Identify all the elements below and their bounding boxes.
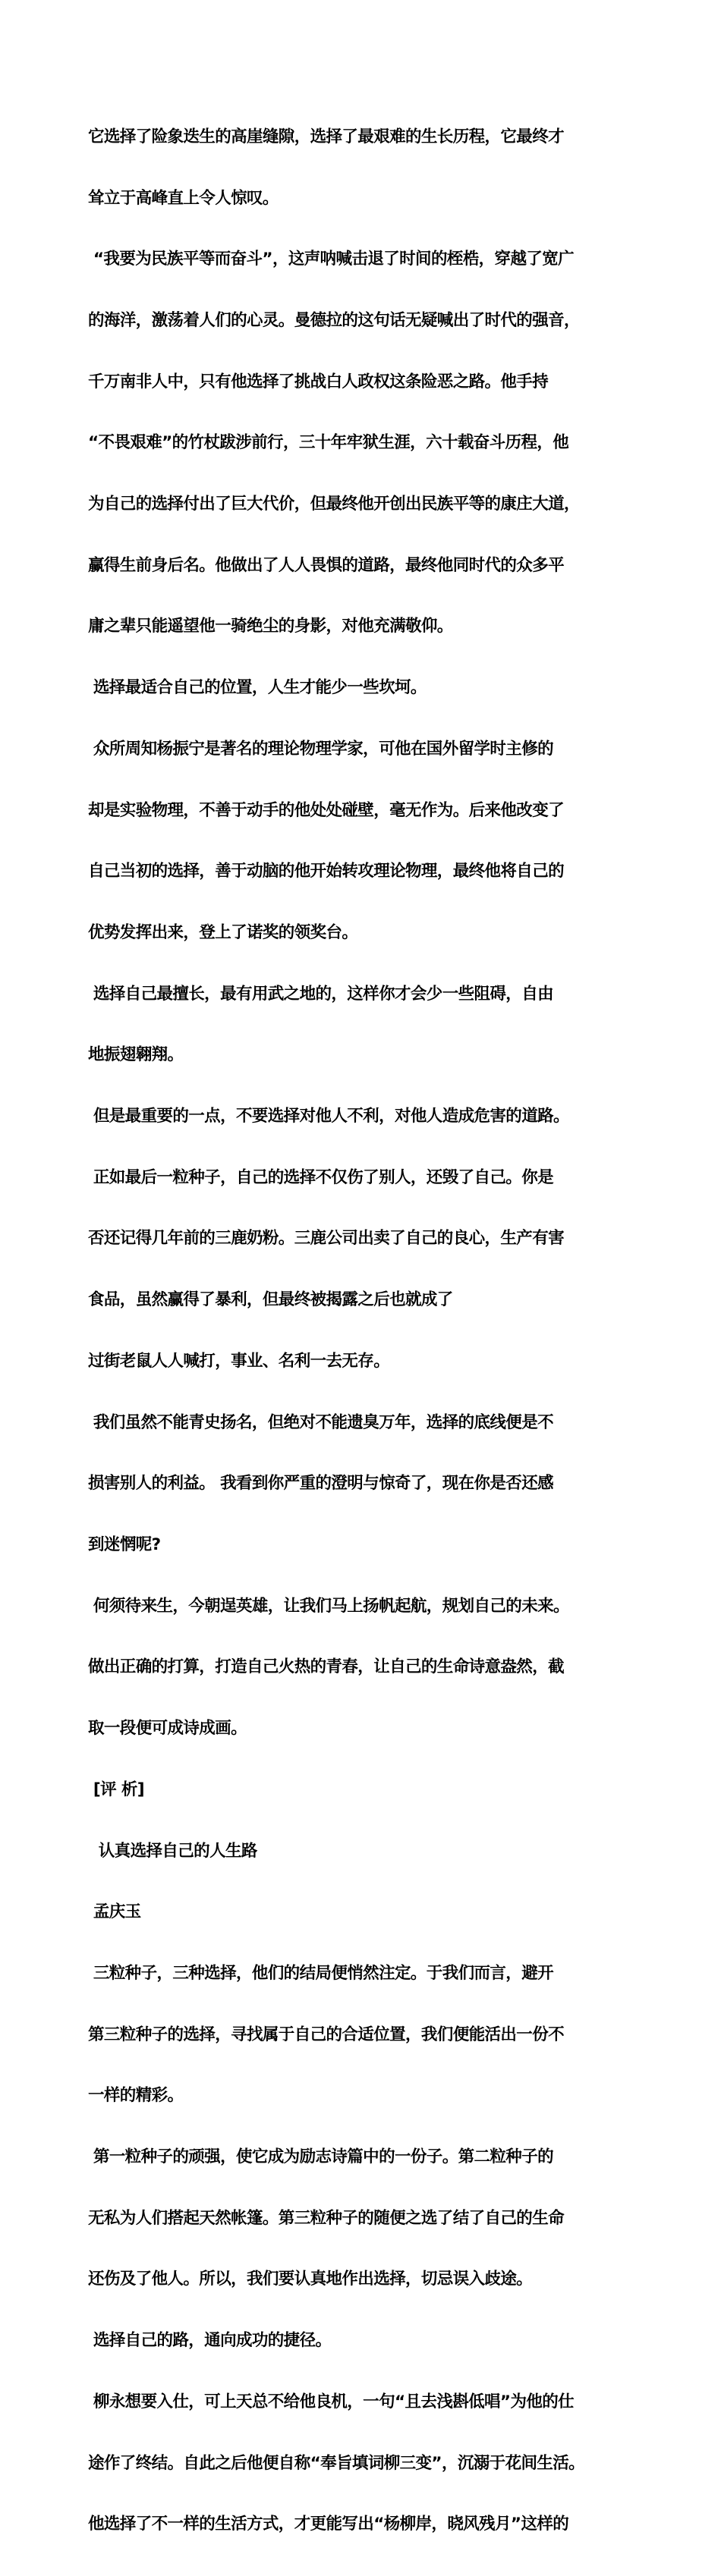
text-line: “不畏艰难”的竹杖跋涉前行，三十年牢狱生涯，六十载奋斗历程，他 <box>88 433 569 453</box>
text-line: 却是实验物理，不善于动手的他处处碰壁，毫无作为。后来他改变了 <box>88 800 565 820</box>
text-line: 三粒种子，三种选择，他们的结局便悄然注定。于我们而言，避开 <box>88 1963 553 1983</box>
text-line: 他选择了不一样的生活方式，才更能写出“杨柳岸，晓风残月”这样的 <box>88 2515 569 2534</box>
text-line: 还伤及了他人。所以，我们要认真地作出选择，切忌误入歧途。 <box>88 2270 533 2289</box>
text-line: 做出正确的打算，打造自己火热的青春，让自己的生命诗意盎然，截 <box>88 1657 565 1677</box>
text-line: “我要为民族平等而奋斗”，这声呐喊击退了时间的桎梏，穿越了宽广 <box>88 250 575 269</box>
text-line: 第三粒种子的选择，寻找属于自己的合适位置，我们便能活出一份不 <box>88 2025 565 2044</box>
text-line: 为自己的选择付出了巨大代价，但最终他开创出民族平等的康庄大道， <box>88 495 580 514</box>
text-line: 否还记得几年前的三鹿奶粉。三鹿公司出卖了自己的良心，生产有害 <box>88 1229 565 1249</box>
text-line: 正如最后一粒种子，自己的选择不仅伤了别人，还毁了自己。你是 <box>88 1167 553 1187</box>
text-line: 众所周知杨振宁是著名的理论物理学家，可他在国外留学时主修的 <box>88 739 553 759</box>
essay-body <box>88 86 634 2576</box>
text-line: 自己当初的选择，善于动脑的他开始转攻理论物理，最终他将自己的 <box>88 862 565 881</box>
text-line: 何须待来生，今朝逞英雄，让我们马上扬帆起航，规划自己的未来。 <box>88 1596 569 1616</box>
text-line: 第一粒种子的顽强，使它成为励志诗篇中的一份子。第二粒种子的 <box>88 2147 553 2167</box>
commentary-title: 认真选择自己的人生路 <box>88 1841 257 1861</box>
text-line: 它选择了险象迭生的高崖缝隙，选择了最艰难的生长历程，它最终才 <box>88 127 565 146</box>
commentary-author: 孟庆玉 <box>88 1902 141 1922</box>
text-line: 取一段便可成诗成画。 <box>88 1719 247 1739</box>
text-line: 千万南非人中，只有他选择了挑战白人政权这条险恶之路。他手持 <box>88 372 549 391</box>
text-line: 的海洋，激荡着人们的心灵。曼德拉的这句话无疑喊出了时代的强音， <box>88 310 580 330</box>
text-line: 地振翅翱翔。 <box>88 1045 184 1065</box>
text-line: 无私为人们搭起天然帐篷。第三粒种子的随便之选了结了自己的生命 <box>88 2208 565 2228</box>
text-line: 选择自己的路，通向成功的捷径。 <box>88 2331 332 2351</box>
text-line: 途作了终结。自此之后他便自称“奉旨填词柳三变”，沉溺于花间生活。 <box>88 2453 585 2473</box>
text-line: 但是最重要的一点，不要选择对他人不利，对他人造成危害的道路。 <box>88 1107 569 1126</box>
text-line: 一样的精彩。 <box>88 2086 184 2106</box>
text-line: 过街老鼠人人喊打，事业、名利一去无存。 <box>88 1351 390 1371</box>
text-line: 食品，虽然赢得了暴利，但最终被揭露之后也就成了 <box>88 1290 453 1310</box>
text-line: 到迷惘呢? <box>88 1535 161 1554</box>
text-line: 赢得生前身后名。他做出了人人畏惧的道路，最终他同时代的众多平 <box>88 555 565 575</box>
text-line: 耸立于高峰直上令人惊叹。 <box>88 188 279 208</box>
text-line: 庸之辈只能遥望他一骑绝尘的身影，对他充满敬仰。 <box>88 617 453 636</box>
text-line: 选择最适合自己的位置，人生才能少一些坎坷。 <box>88 678 427 698</box>
text-line: 我们虽然不能青史扬名，但绝对不能遗臭万年，选择的底线便是不 <box>88 1412 553 1432</box>
text-line: 优势发挥出来，登上了诺奖的领奖台。 <box>88 922 358 942</box>
text-line: 损害别人的利益。 我看到你严重的澄明与惊奇了，现在你是否还感 <box>88 1474 553 1494</box>
text-line: 选择自己最擅长，最有用武之地的，这样你才会少一些阻碍，自由 <box>88 984 553 1004</box>
section-label: [评 析] <box>88 1780 145 1799</box>
text-line: 柳永想要入仕，可上天总不给他良机，一句“且去浅斟低唱”为他的仕 <box>88 2392 575 2411</box>
